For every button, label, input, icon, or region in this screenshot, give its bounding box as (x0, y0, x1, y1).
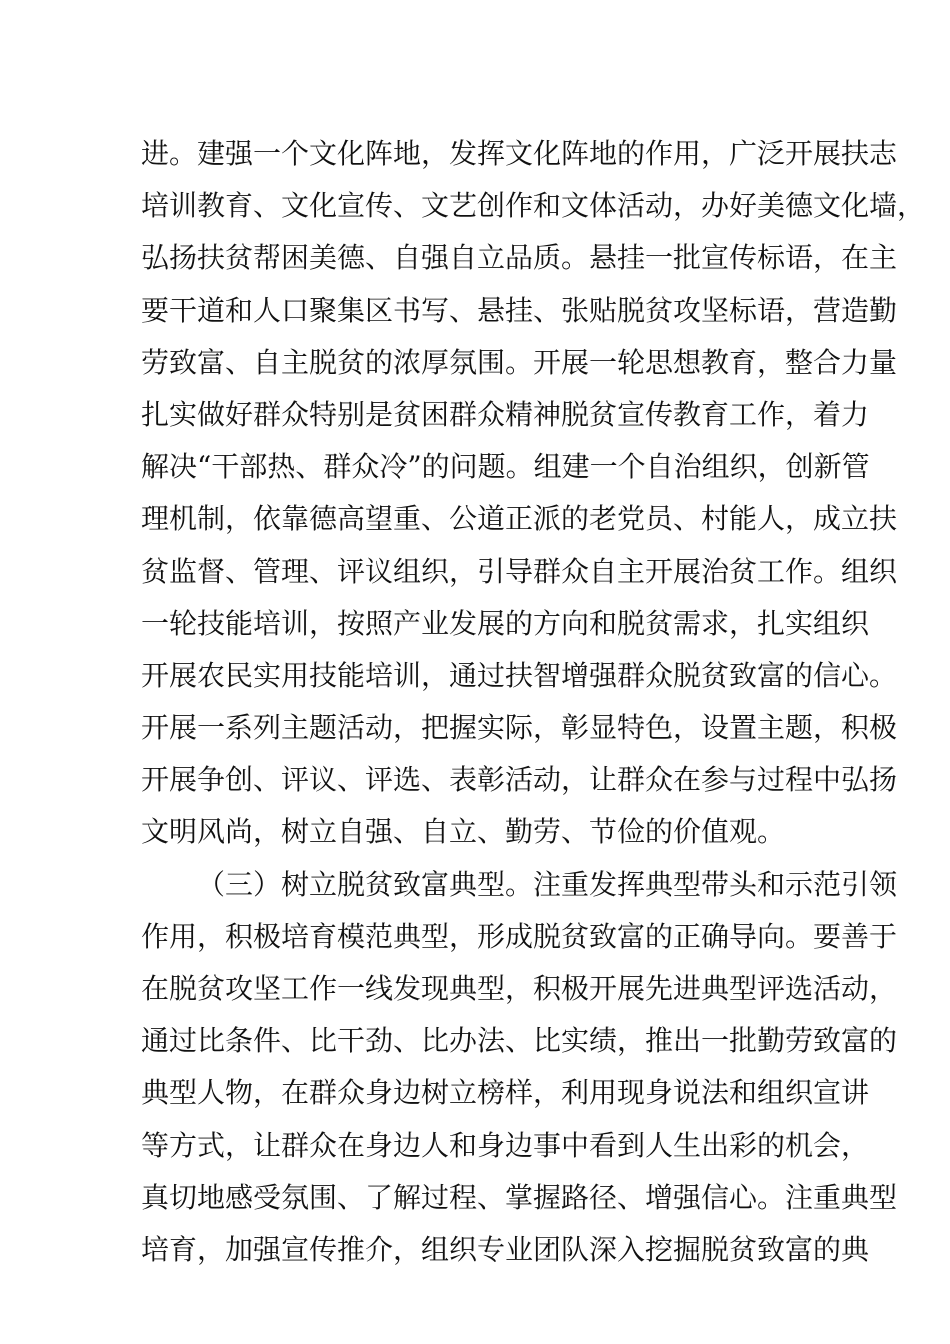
text-line: 一轮技能培训，按照产业发展的方向和脱贫需求，扎实组织 (141, 606, 870, 640)
text-line: 在脱贫攻坚工作一线发现典型，积极开展先进典型评选活动， (141, 972, 898, 1005)
paragraph-end-line: 文明风尚，树立自强、自立、勤劳、节俭的价值观。 (141, 815, 786, 849)
text-line: 要干道和人口聚集区书写、悬挂、张贴脱贫攻坚标语，营造勤 (141, 293, 898, 327)
text-line: 典型人物，在群众身边树立榜样，利用现身说法和组织宣讲 (141, 1076, 870, 1110)
text-line: 扎实做好群众特别是贫困群众精神脱贫宣传教育工作，着力 (141, 397, 870, 431)
text-line: 培训教育、文化宣传、文艺创作和文体活动，办好美德文化墙， (141, 189, 926, 223)
text-line: 培育，加强宣传推介，组织专业团队深入挖掘脱贫致富的典 (141, 1232, 870, 1266)
text-line: 进。建强一个文化阵地，发挥文化阵地的作用，广泛开展扶志 (141, 137, 898, 170)
text-line: 解决“干部热、群众冷”的问题。组建一个自治组织，创新管 (141, 450, 870, 484)
body-text (141, 128, 926, 1276)
text-line: 开展农民实用技能培训，通过扶智增强群众脱贫致富的信心。 (141, 658, 898, 692)
section-heading-line: （三）树立脱贫致富典型。注重发挥典型带头和示范引领 (197, 867, 898, 901)
text-line: 理机制，依靠德高望重、公道正派的老党员、村能人，成立扶 (141, 502, 898, 536)
text-line: 等方式，让群众在身边人和身边事中看到人生出彩的机会， (141, 1128, 870, 1162)
text-line: 作用，积极培育模范典型，形成脱贫致富的正确导向。要善于 (141, 919, 898, 953)
text-line: 贫监督、管理、评议组织，引导群众自主开展治贫工作。组织 (141, 554, 898, 588)
text-line: 劳致富、自主脱贫的浓厚氛围。开展一轮思想教育，整合力量 (141, 345, 898, 379)
text-line: 通过比条件、比干劲、比办法、比实绩，推出一批勤劳致富的 (141, 1024, 898, 1058)
text-line: 真切地感受氛围、了解过程、掌握路径、增强信心。注重典型 (141, 1180, 898, 1214)
text-line: 弘扬扶贫帮困美德、自强自立品质。悬挂一批宣传标语，在主 (141, 241, 898, 275)
text-line: 开展一系列主题活动，把握实际，彰显特色，设置主题，积极 (141, 711, 898, 745)
text-line: 开展争创、评议、评选、表彰活动，让群众在参与过程中弘扬 (141, 763, 898, 797)
